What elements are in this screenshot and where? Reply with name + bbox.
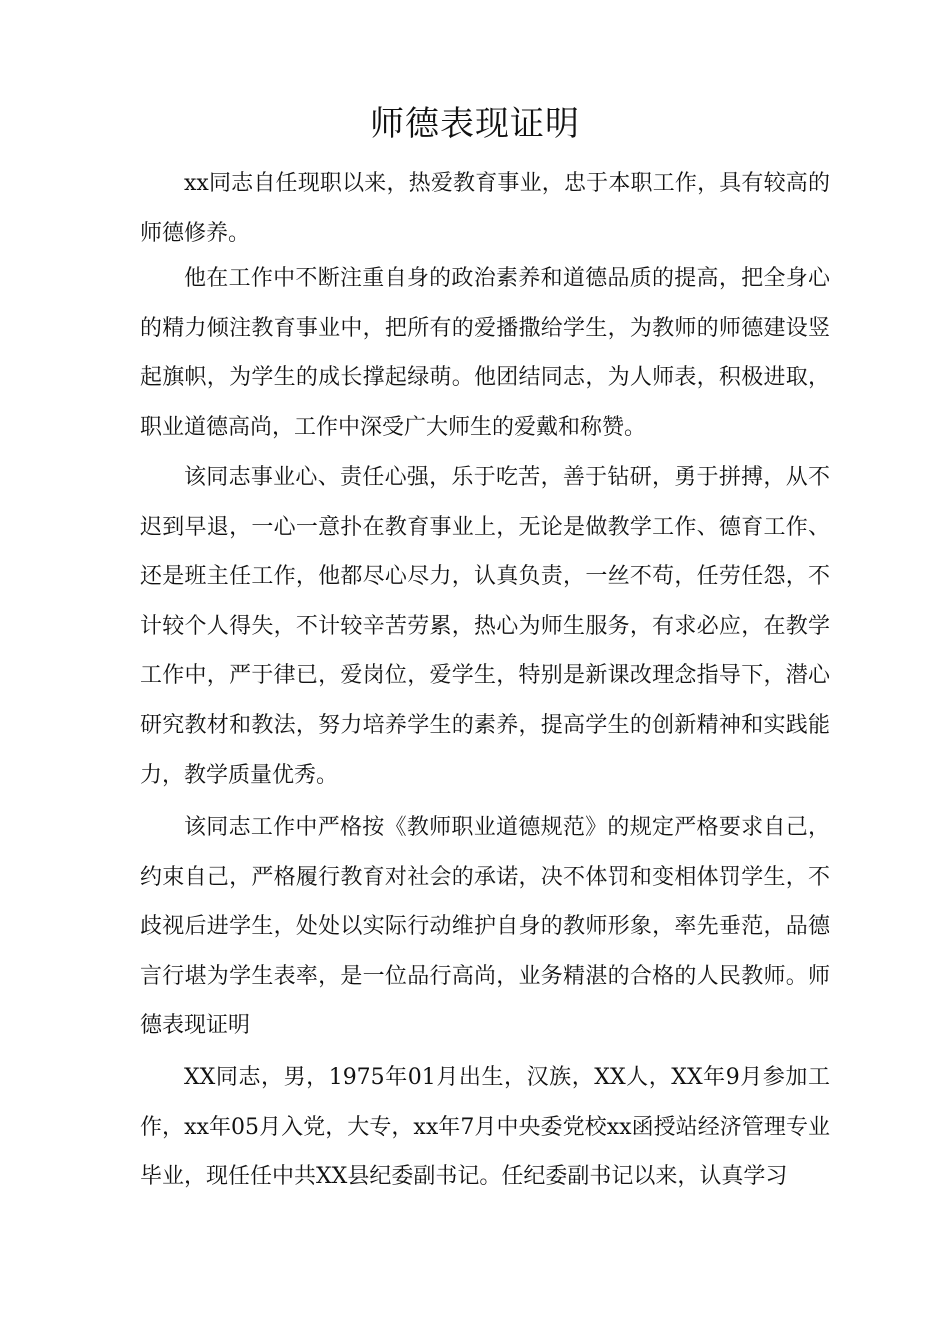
paragraph-4: 该同志工作中严格按《教师职业道德规范》的规定严格要求自己，约束自己，严格履行教育对社会的承诺，决不体罚和变相体罚学生，不歧视后进学生，处处以实际行动维护自身的教师形象，率先垂范，品德言行堪为学生表率，是一位品行高尚，业务精湛的合格的人民教师。师德表现证明 (140, 815, 830, 1039)
paragraph-2: 他在工作中不断注重自身的政治素养和道德品质的提高，把全身心的精力倾注教育事业中，把所有的爱播撒给学生，为教师的师德建设竖起旗帜，为学生的成长撑起绿萌。他团结同志，为人师表，积极进取，职业道德高尚，工作中深受广大师生的爱戴和称赞。 (140, 266, 830, 440)
paragraph-1: xx同志自任现职以来，热爱教育事业，忠于本职工作，具有较高的师德修养。 (140, 171, 830, 246)
paragraph-3: 该同志事业心、责任心强，乐于吃苦，善于钻研，勇于拼搏，从不迟到早退，一心一意扑在教育事业上，无论是做教学工作、德育工作、还是班主任工作，他都尽心尽力，认真负责，一丝不苟，任劳任怨，不计较个人得失，不计较辛苦劳累，热心为师生服务，有求必应，在教学工作中，严于律已，爱岗位，爱学生，特别是新课改理念指导下，潜心研究教材和教法，努力培养学生的素养，提高学生的创新精神和实践能力，教学质量优秀。 (140, 465, 830, 788)
document-title: 师德表现证明 (370, 104, 580, 144)
paragraph-5: XX同志，男，1975年01月出生，汉族，XX人，XX年9月参加工作，xx年05月入党，大专，xx年7月中央委党校xx函授站经济管理专业毕业，现任任中共XX县纪委副书记。任纪委副书记以来，认真学习 (140, 1065, 830, 1190)
